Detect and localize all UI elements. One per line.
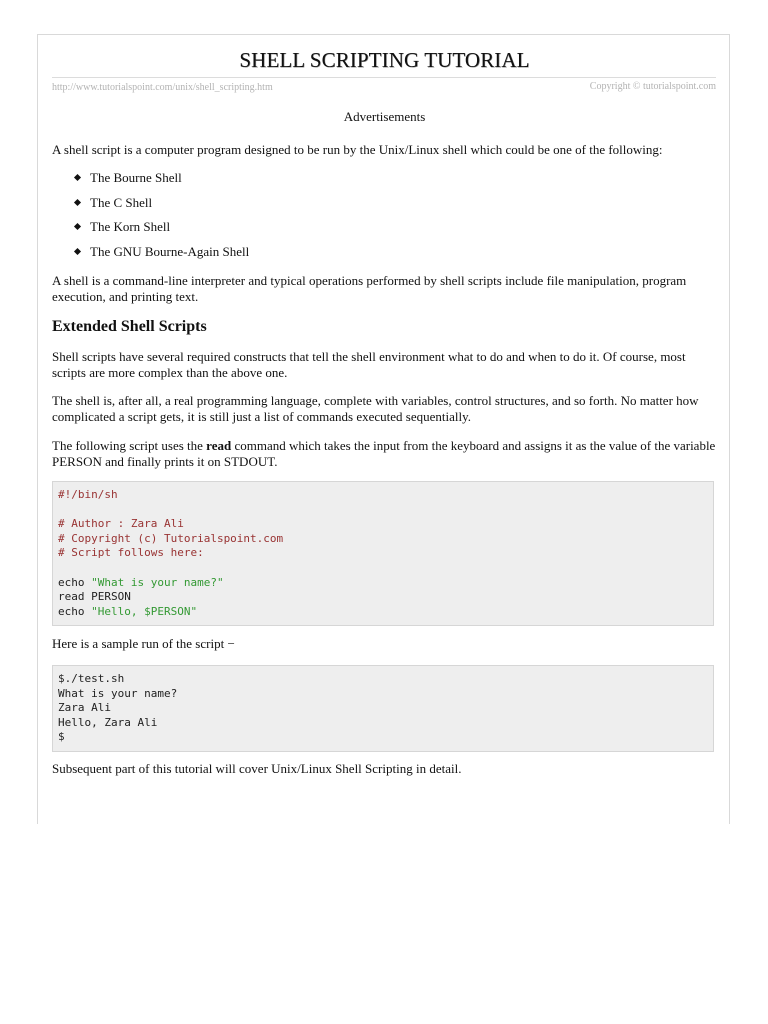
code-line-follows: # Script follows here: <box>58 546 204 560</box>
list-item: The C Shell <box>74 195 249 220</box>
code-line-copyright: # Copyright (c) Tutorialspoint.com <box>58 531 284 545</box>
code-line-blank <box>58 561 708 576</box>
header-divider <box>52 77 716 78</box>
sample-run-block <box>52 665 714 752</box>
page-title: SHELL SCRIPTING TUTORIAL <box>239 48 530 72</box>
read-paragraph <box>52 438 720 469</box>
read-paragraph-text: command which takes the input from the keyboard and assigns it as the value of the variable PERSON and finally prints it on STDOUT. <box>52 438 716 469</box>
page-url: http://www.tutorialspoint.com/unix/shell_scripting.htm <box>52 82 273 93</box>
section-heading: Extended Shell Scripts <box>52 318 207 335</box>
output-line: $ <box>58 730 65 744</box>
script-code-block <box>52 481 714 626</box>
copyright-notice: Copyright © tutorialspoint.com <box>589 81 716 92</box>
read-keyword: read <box>206 438 232 453</box>
shell-list <box>74 170 249 268</box>
intro-paragraph: A shell script is a computer program designed to be run by the Unix/Linux shell which could be one of the following: <box>52 142 663 157</box>
closing-paragraph: Subsequent part of this tutorial will cover Unix/Linux Shell Scripting in detail. <box>52 761 462 776</box>
code-line-blank <box>58 503 708 518</box>
language-paragraph: The shell is, after all, a real programming language, complete with variables, control structures, and so forth. No matter how complicated a script gets, it is still just a list of commands executed sequentially. <box>52 393 699 424</box>
code-string: "What is your name?" <box>91 575 224 589</box>
list-item: The Korn Shell <box>74 219 249 244</box>
constructs-paragraph: Shell scripts have several required constructs that tell the shell environment what to do and when to do it. Of course, most scripts are more complex than the above one. <box>52 349 686 380</box>
sample-run-intro: Here is a sample run of the script − <box>52 636 235 651</box>
code-string: "Hello, $PERSON" <box>91 604 198 618</box>
code-line-author: # Author : Zara Ali <box>58 517 184 531</box>
read-paragraph-text: The following script uses the <box>52 438 207 453</box>
code-line-read: read PERSON <box>58 590 131 604</box>
output-line: What is your name? <box>58 686 178 700</box>
advertisements-label: Advertisements <box>343 109 426 124</box>
code-command: echo <box>58 575 92 589</box>
output-line: $./test.sh <box>58 672 125 685</box>
code-line-echo-question <box>58 576 708 591</box>
code-command: echo <box>58 604 92 618</box>
code-line-echo-hello <box>58 605 708 620</box>
output-line: Zara Ali <box>58 701 111 715</box>
output-line: Hello, Zara Ali <box>58 715 158 729</box>
code-line-shebang: #!/bin/sh <box>58 488 118 501</box>
interpreter-paragraph: A shell is a command-line interpreter and typical operations performed by shell scripts include file manipulation, program execution, and printing text. <box>52 273 687 304</box>
list-item: The GNU Bourne-Again Shell <box>74 244 249 269</box>
list-item: The Bourne Shell <box>74 170 249 195</box>
